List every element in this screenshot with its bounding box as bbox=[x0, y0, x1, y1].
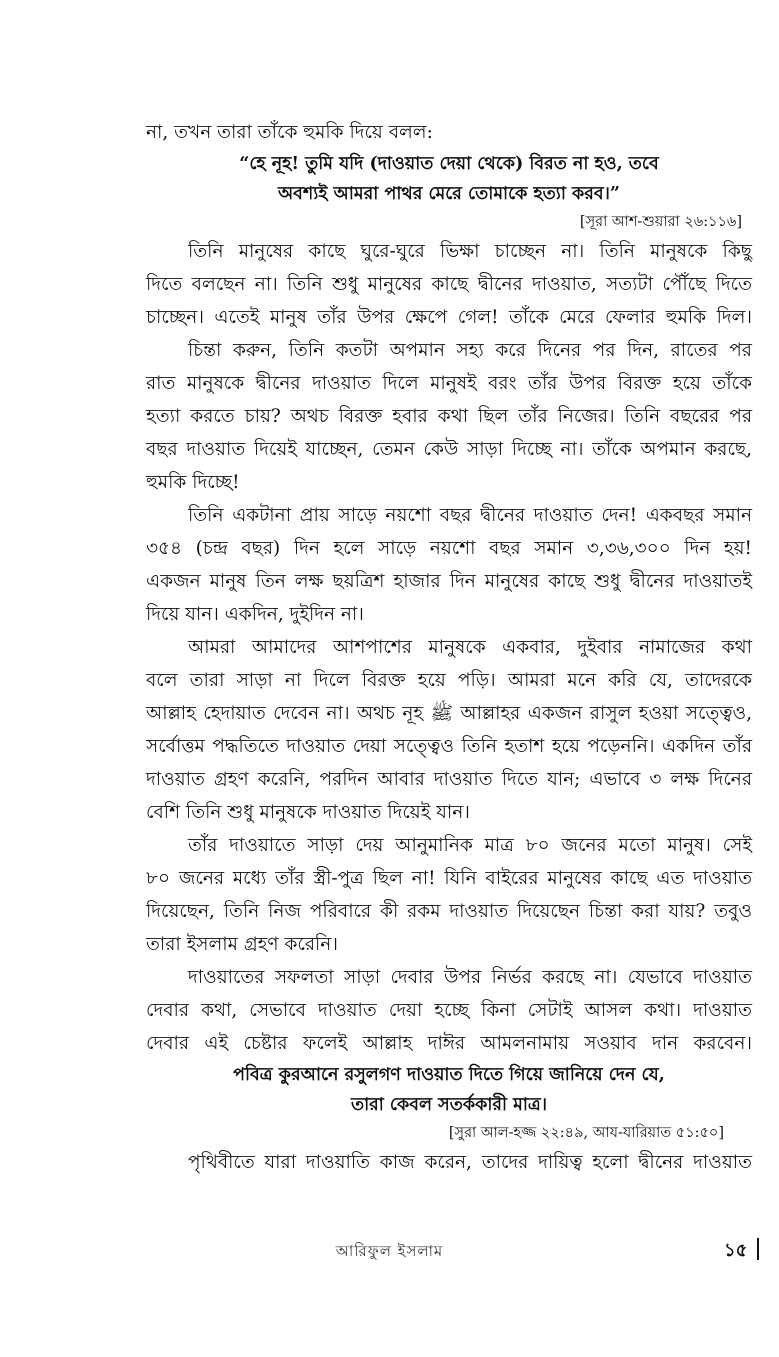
page-body bbox=[146, 116, 752, 1179]
text-line: সর্বোত্তম পদ্ধতিতে দাওয়াত দেয়া সত্ত্বেও তিনি হতাশ হয়ে পড়েননি। একদিন তাঁর bbox=[146, 736, 752, 757]
text-line: দিতে বলছেন না। তিনি শুধু মানুষের কাছে দ্বীনের দাওয়াত, সত্যটা পৌঁছে দিতে bbox=[146, 274, 752, 295]
text-line: দেবার এই চেষ্টার ফলেই আল্লাহ দাঈর আমলনামায় সওয়াব দান করবেন। bbox=[146, 1033, 752, 1054]
text-line: আল্লাহ হেদায়াত দেবেন না। অথচ নূহ ﷺ আল্লাহর একজন রাসুল হওয়া সত্ত্বেও, bbox=[146, 703, 752, 724]
text-line: দিয়েছেন, তিনি নিজ পরিবারে কী রকম দাওয়াত দিয়েছেন চিন্তা করা যায়? তবুও bbox=[146, 901, 752, 922]
text-line: তিনি একটানা প্রায় সাড়ে নয়শো বছর দ্বীনের দাওয়াত দেন! একবছর সমান bbox=[188, 505, 752, 526]
page-number-divider bbox=[757, 1238, 759, 1260]
page-number: ১৫ bbox=[724, 1240, 748, 1261]
text-line: চিন্তা করুন, তিনি কতটা অপমান সহ্য করে দিনের পর দিন, রাতের পর bbox=[188, 340, 752, 361]
text-line: দাওয়াত গ্রহণ করেনি, পরদিন আবার দাওয়াত দিতে যান; এভাবে ৩ লক্ষ দিনের bbox=[146, 769, 752, 790]
text-line: ৮০ জনের মধ্যে তাঁর স্ত্রী-পুত্র ছিল না! যিনি বাইরের মানুষের কাছে এত দাওয়াত bbox=[146, 868, 752, 889]
text-line: ৩৫৪ (চন্দ্র বছর) দিন হলে সাড়ে নয়শো বছর সমান ৩,৩৬,৩০০ দিন হয়! bbox=[146, 538, 752, 559]
quote-line: “হে নূহ! তুমি যদি (দাওয়াত দেয়া থেকে) বিরত না হও, তবে bbox=[239, 154, 659, 174]
text-line: রাত মানুষকে দ্বীনের দাওয়াত দিলে মানুষই বরং তাঁর উপর বিরক্ত হয়ে তাঁকে bbox=[146, 373, 752, 394]
text-line: বলে তারা সাড়া না দিলে বিরক্ত হয়ে পড়ি। আমরা মনে করি যে, তাদেরকে bbox=[146, 670, 752, 691]
text-line: বছর দাওয়াত দিয়েই যাচ্ছেন, তেমন কেউ সাড়া দিচ্ছে না। তাঁকে অপমান করছে, bbox=[146, 439, 752, 460]
text-line: তিনি মানুষের কাছে ঘুরে-ঘুরে ভিক্ষা চাচ্ছেন না। তিনি মানুষকে কিছু bbox=[188, 241, 752, 262]
text-line: তাঁর দাওয়াতে সাড়া দেয় আনুমানিক মাত্র ৮০ জনের মতো মানুষ। সেই bbox=[188, 835, 752, 856]
text-line: হত্যা করতে চায়? অথচ বিরক্ত হবার কথা ছিল তাঁর নিজের। তিনি বছরের পর bbox=[146, 406, 752, 427]
text-line: না, তখন তারা তাঁকে হুমকি দিয়ে বলল: bbox=[146, 122, 433, 143]
quote-line: পবিত্র কুরআনে রসুলগণ দাওয়াত দিতে গিয়ে জানিয়ে দেন যে, bbox=[233, 1065, 665, 1085]
text-line: দাওয়াতের সফলতা সাড়া দেবার উপর নির্ভর করছে না। যেভাবে দাওয়াত bbox=[188, 967, 752, 988]
surah-reference: [সূরা আশ-শুয়ারা ২৬:১১৬] bbox=[579, 214, 742, 230]
text-line: আমরা আমাদের আশপাশের মানুষকে একবার, দুইবার নামাজের কথা bbox=[188, 637, 752, 658]
text-line: একজন মানুষ তিন লক্ষ ছয়ত্রিশ হাজার দিন মানুষের কাছে শুধু দ্বীনের দাওয়াতই bbox=[146, 571, 752, 592]
footer-author: আরিফুল ইসলাম bbox=[335, 1242, 444, 1260]
text-line: তারা ইসলাম গ্রহণ করেনি। bbox=[146, 934, 338, 955]
text-line: চাচ্ছেন। এতেই মানুষ তাঁর উপর ক্ষেপে গেল! তাঁকে মেরে ফেলার হুমকি দিল। bbox=[146, 307, 752, 328]
text-line: হুমকি দিচ্ছে! bbox=[146, 472, 240, 493]
quote-line: অবশ্যই আমরা পাথর মেরে তোমাকে হত্যা করব।” bbox=[278, 184, 620, 204]
text-line: পৃথিবীতে যারা দাওয়াতি কাজ করেন, তাদের দায়িত্ব হলো দ্বীনের দাওয়াত bbox=[188, 1152, 752, 1173]
text-line: দেবার কথা, সেভাবে দাওয়াত দেয়া হচ্ছে কিনা সেটাই আসল কথা। দাওয়াত bbox=[146, 1000, 752, 1021]
surah-reference: [সুরা আল-হজ্জ ২২:৪৯, আয-যারিয়াত ৫১:৫০] bbox=[448, 1125, 724, 1141]
text-line: দিয়ে যান। একদিন, দুইদিন না। bbox=[146, 604, 364, 625]
quote-line: তারা কেবল সতর্ককারী মাত্র। bbox=[350, 1095, 548, 1115]
text-line: বেশি তিনি শুধু মানুষকে দাওয়াত দিয়েই যান। bbox=[146, 802, 470, 823]
